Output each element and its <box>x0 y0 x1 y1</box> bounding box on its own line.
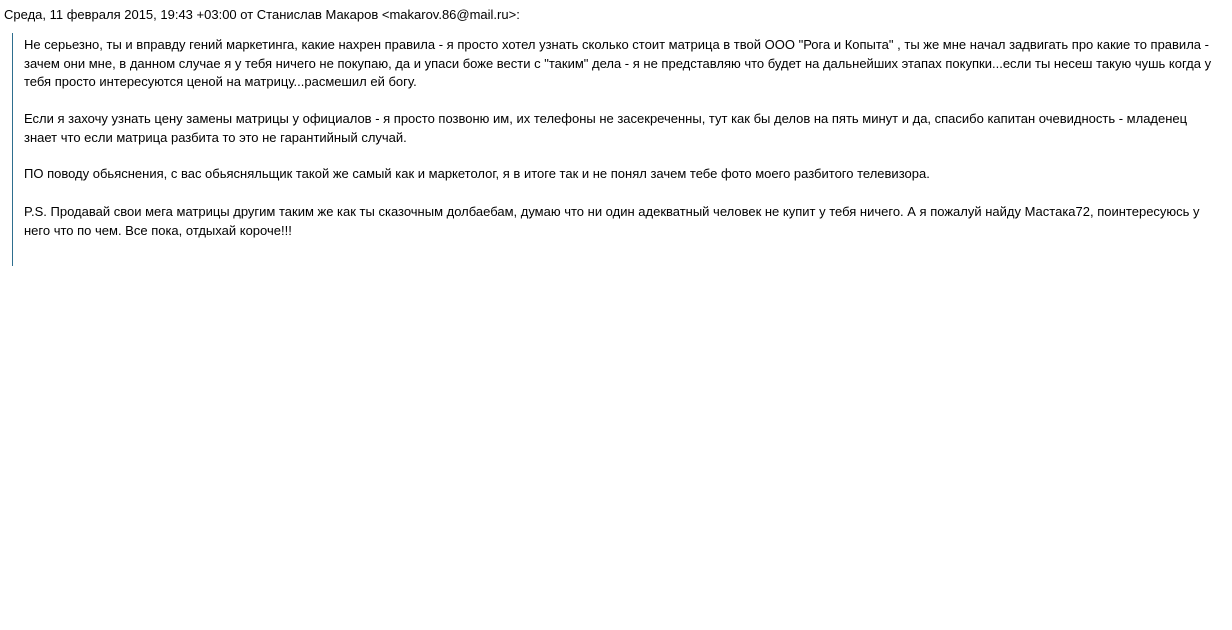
quoted-paragraph-3: ПО поводу обьяснения, с вас обьясняльщик такой же самый как и маркетолог, я в итоге так и не понял зачем тебе фото моего разбитого телевизора. <box>24 166 930 181</box>
quoted-paragraph-4: P.S. Продавай свои мега матрицы другим таким же как ты сказочным долбаебам, думаю что ни один адекватный человек не купит у тебя ничего. А я пожалуй найду Мастака72, поинтересуюсь у него что по чем. Все пока, отдыхай короче!!! <box>24 204 1200 238</box>
quoted-paragraph-2: Если я захочу узнать цену замены матрицы у официалов - я просто позвоню им, их телефоны не засекреченны, тут как бы делов на пять минут и да, спасибо капитан очевидность - младенец знает что если матрица разбита то это не гарантийный случай. <box>24 111 1188 145</box>
quote-attribution-header: Среда, 11 февраля 2015, 19:43 +03:00 от Станислав Макаров <makarov.86@mail.ru>: <box>4 7 520 22</box>
quoted-message-block <box>12 33 1212 266</box>
quoted-paragraph-1: Не серьезно, ты и вправду гений маркетинга, какие нахрен правила - я просто хотел узнать сколько стоит матрица в твой ООО "Рога и Копыта" , ты же мне начал задвигать про какие то правила - зачем они мне, в данном случае я у тебя ничего не покупаю, да и упаси боже вести с "таким" дела - я не представляю что будет на дальнейших этапах покупки...если ты несеш такую чушь когда у тебя просто интересуются ценой на матрицу...расмешил ей богу. <box>24 37 1212 89</box>
